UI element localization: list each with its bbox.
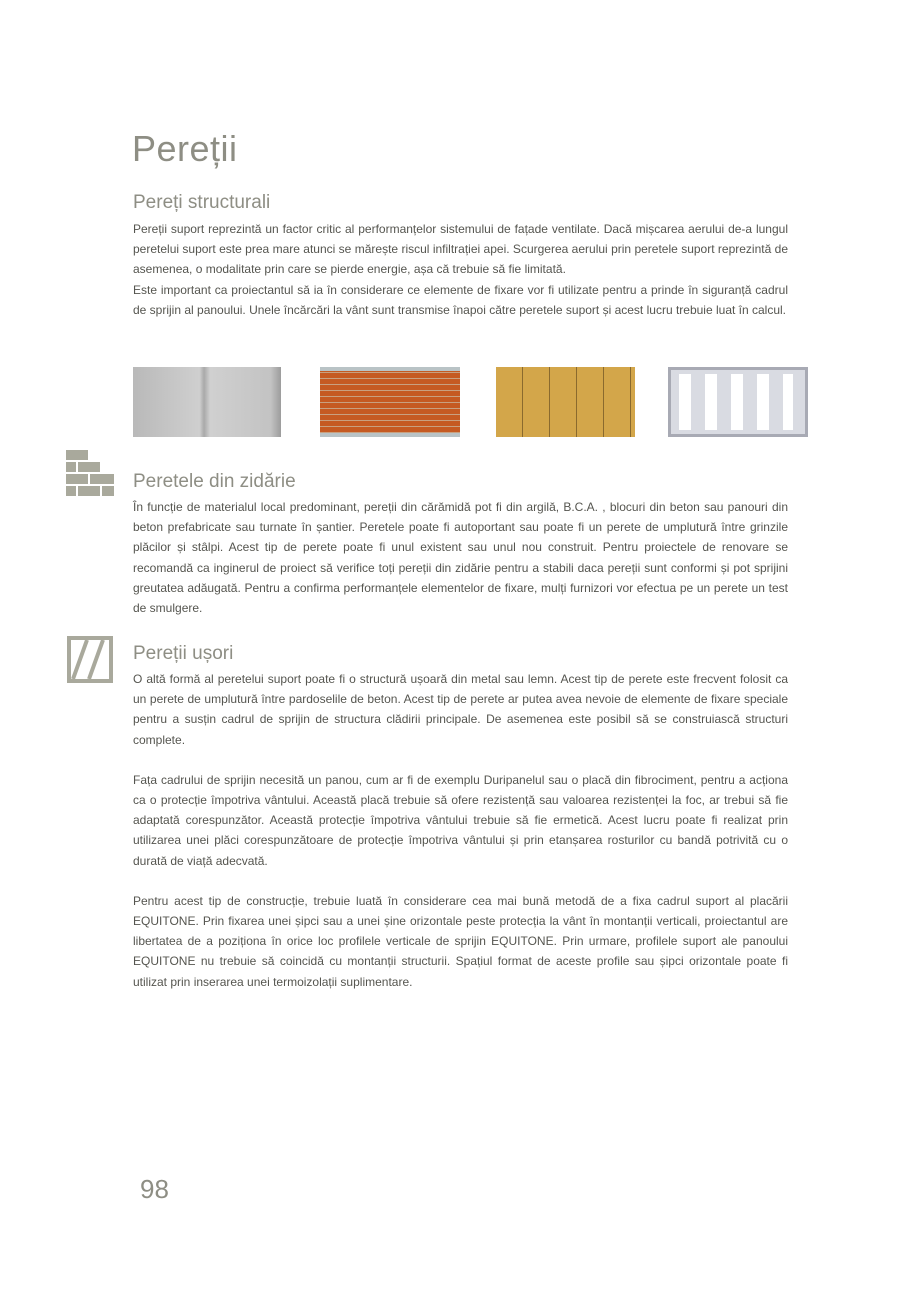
- paragraph: Pereții suport reprezintă un factor critic al performanțelor sistemului de fațade ventilate. Dacă mișcarea aerului de-a lungul peretelui suport este prea mare atunci se mărește riscul infiltrației apei. Scurgerea aerului prin peretele suport reprezintă de asemenea, o modalitate prin care se pierde energie, așa că trebuie să fie limitată.: [133, 222, 788, 277]
- section-heading-masonry: Peretele din zidărie: [133, 471, 296, 492]
- metal-frame-wall-image: [668, 367, 808, 437]
- page-title: Pereții: [132, 128, 238, 169]
- section-body-masonry: [133, 497, 788, 618]
- concrete-wall-image: [133, 367, 281, 437]
- brick-wall-icon: [66, 450, 114, 498]
- paragraph: În funcție de materialul local predominant, pereții din cărămidă pot fi din argilă, B.C.A. , blocuri din beton sau panouri din beton prefabricate sau turnate în șantier. Peretele poate fi autoportant sau poate fi un perete de umplutură între grinzile plăcilor și stâlpi. Acest tip de perete poate fi unul existent sau unul nou construit. Pentru proiectele de renovare se recomandă ca inginerul de proiect să verifice toți pereții din zidărie pentru a stabili daca pereții sunt conformi și pot sprijini greutatea adăugată. Pentru a confirma performanțele elementelor de fixare, mulți furnizori vor efectua pe un perete un test de smulgere.: [133, 500, 788, 616]
- paragraph: Pentru acest tip de construcție, trebuie luată în considerare cea mai bună metodă de a fixa cadrul suport al placării EQUITONE. Prin fixarea unei șipci sau a unei șine orizontale peste protecția la vânt în montanții verticali, proiectantul are libertatea de a poziționa în orice loc profilele verticale de sprijin EQUITONE. Prin urmare, profilele suport ale panoului EQUITONE nu trebuie să coincidă cu montanții structurii. Spațiul format de aceste profile sau șipci orizontale poate fi utilizat prin inserarea unei termoizolații suplimentare.: [133, 893, 788, 989]
- section-heading-structural: Pereți structurali: [133, 192, 271, 213]
- section-body-light-walls: [133, 669, 788, 992]
- page-number: 98: [140, 1174, 169, 1204]
- paragraph: Fața cadrului de sprijin necesită un panou, cum ar fi de exemplu Duripanelul sau o placă din fibrociment, pentru a acționa ca o protecție împotriva vântului. Această placă trebuie să ofere rezistență sau valoarea rezistenței la foc, ar trebui să fie adaptată corespunzător. Această protecție împotriva vântului trebuie să fie ermetică. Acest lucru poate fi realizat prin utilizarea unei plăci corespunzătoare de protecție împotriva vântului și prin etanșarea rosturilor cu bandă potrivită cu o durată de viață adecvată.: [133, 772, 788, 868]
- light-frame-wall-icon: [67, 636, 113, 683]
- brick-wall-image: [320, 367, 460, 437]
- aerated-block-wall-image: [496, 367, 635, 437]
- section-body-structural: [133, 219, 788, 320]
- paragraph: O altă formă al peretelui suport poate fi o structură ușoară din metal sau lemn. Acest tip de perete este frecvent folosit ca un perete de umplutură între pardoselile de beton. Acest tip de perete ar putea avea nevoie de elemente de fixare speciale pentru a susțin cadrul de sprijin de structura clădirii principale. De asemenea este posibil să se construiască structuri complete.: [133, 672, 788, 747]
- paragraph: Este important ca proiectantul să ia în considerare ce elemente de fixare vor fi utilizate pentru a prinde în siguranță cadrul de sprijin al panoului. Unele încărcări la vânt sunt transmise înapoi către peretele suport și acest lucru trebuie luat în calcul.: [133, 282, 788, 317]
- section-heading-light-walls: Pereții ușori: [133, 643, 234, 664]
